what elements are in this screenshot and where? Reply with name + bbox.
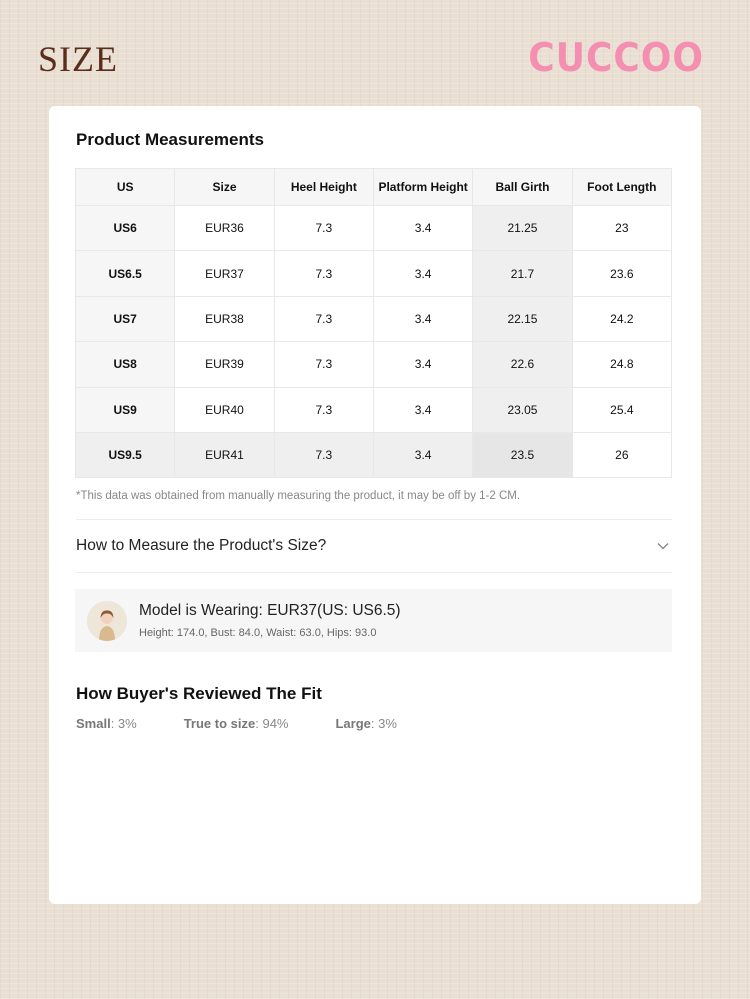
model-info <box>75 589 672 652</box>
platform-height-cell: 3.4 <box>373 342 472 387</box>
platform-height-cell: 3.4 <box>373 387 472 432</box>
us-size-cell: US9 <box>76 387 175 432</box>
fit-large-label: Large <box>335 716 371 731</box>
platform-height-cell: 3.4 <box>373 251 472 296</box>
col-header-ball-girth: Ball Girth <box>473 169 572 206</box>
model-wearing-text: Model is Wearing: EUR37(US: US6.5) <box>139 602 401 619</box>
col-header-us: US <box>76 169 175 206</box>
how-to-measure-toggle[interactable] <box>76 520 672 572</box>
ball-girth-cell: 21.25 <box>473 206 572 251</box>
eur-size-cell: EUR37 <box>175 251 274 296</box>
us-size-cell: US8 <box>76 342 175 387</box>
model-stats: Height: 174.0, Bust: 84.0, Waist: 63.0, Hips: 93.0 <box>139 627 377 639</box>
col-header-size: Size <box>175 169 274 206</box>
divider <box>76 572 672 573</box>
fit-true-value: : 94% <box>255 716 289 731</box>
table-row <box>76 342 672 387</box>
fit-summary <box>76 716 444 731</box>
foot-length-cell: 24.2 <box>572 296 671 341</box>
size-card <box>49 106 701 904</box>
table-header-row <box>76 169 672 206</box>
size-heading: SIZE <box>38 39 118 79</box>
measurement-note: *This data was obtained from manually measuring the product, it may be off by 1-2 CM. <box>76 490 521 502</box>
col-header-foot-length: Foot Length <box>572 169 671 206</box>
col-header-heel-height: Heel Height <box>274 169 373 206</box>
heel-height-cell: 7.3 <box>274 296 373 341</box>
platform-height-cell: 3.4 <box>373 206 472 251</box>
us-size-cell: US7 <box>76 296 175 341</box>
fit-large <box>335 716 396 731</box>
platform-height-cell: 3.4 <box>373 432 472 477</box>
foot-length-cell: 23 <box>572 206 671 251</box>
ball-girth-cell: 22.15 <box>473 296 572 341</box>
eur-size-cell: EUR36 <box>175 206 274 251</box>
foot-length-cell: 24.8 <box>572 342 671 387</box>
eur-size-cell: EUR40 <box>175 387 274 432</box>
size-table <box>75 168 672 478</box>
ball-girth-cell: 21.7 <box>473 251 572 296</box>
foot-length-cell: 25.4 <box>572 387 671 432</box>
heel-height-cell: 7.3 <box>274 206 373 251</box>
fit-title: How Buyer's Reviewed The Fit <box>76 684 322 703</box>
fit-true-to-size <box>184 716 289 731</box>
table-row <box>76 432 672 477</box>
brand-logo: CUCCOO <box>528 36 704 81</box>
measurements-title: Product Measurements <box>76 130 264 149</box>
us-size-cell: US6 <box>76 206 175 251</box>
col-header-platform-height: Platform Height <box>373 169 472 206</box>
foot-length-cell: 26 <box>572 432 671 477</box>
foot-length-cell: 23.6 <box>572 251 671 296</box>
table-row <box>76 251 672 296</box>
ball-girth-cell: 23.05 <box>473 387 572 432</box>
ball-girth-cell: 22.6 <box>473 342 572 387</box>
fit-large-value: : 3% <box>370 716 397 731</box>
chevron-down-icon <box>656 539 670 553</box>
table-row <box>76 387 672 432</box>
platform-height-cell: 3.4 <box>373 296 472 341</box>
heel-height-cell: 7.3 <box>274 251 373 296</box>
table-row <box>76 206 672 251</box>
heel-height-cell: 7.3 <box>274 432 373 477</box>
heel-height-cell: 7.3 <box>274 387 373 432</box>
fit-small-label: Small <box>76 716 111 731</box>
eur-size-cell: EUR39 <box>175 342 274 387</box>
us-size-cell: US6.5 <box>76 251 175 296</box>
fit-small <box>76 716 137 731</box>
heel-height-cell: 7.3 <box>274 342 373 387</box>
ball-girth-cell: 23.5 <box>473 432 572 477</box>
eur-size-cell: EUR38 <box>175 296 274 341</box>
us-size-cell: US9.5 <box>76 432 175 477</box>
fit-true-label: True to size <box>183 716 256 731</box>
fit-small-value: : 3% <box>110 716 137 731</box>
model-avatar <box>87 601 127 641</box>
how-to-measure-label: How to Measure the Product's Size? <box>76 537 327 554</box>
table-row <box>76 296 672 341</box>
eur-size-cell: EUR41 <box>175 432 274 477</box>
